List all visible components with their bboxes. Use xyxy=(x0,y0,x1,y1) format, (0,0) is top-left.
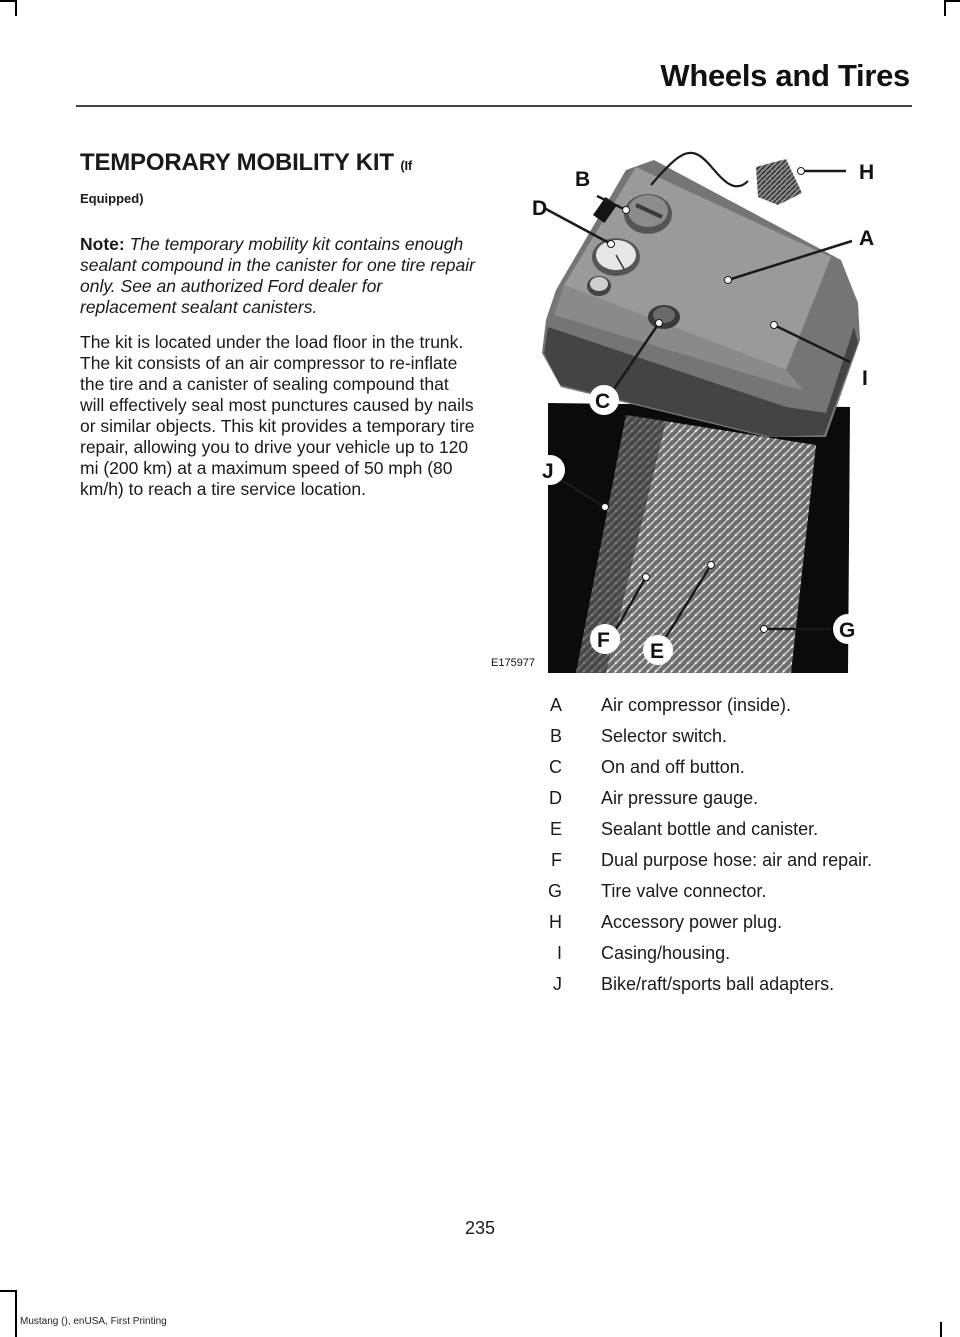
mobility-kit-illustration xyxy=(486,145,916,680)
legend-desc: Air compressor (inside). xyxy=(601,695,792,715)
legend-desc: Sealant bottle and canister. xyxy=(601,819,819,839)
callout-H: H xyxy=(859,161,875,184)
crop-mark xyxy=(944,0,946,16)
crop-mark xyxy=(944,0,960,2)
svg-text:C: C xyxy=(595,390,611,413)
figure-id: E175977 xyxy=(491,657,536,669)
section-title xyxy=(80,148,475,181)
footer-text: Mustang (), enUSA, First Printing xyxy=(20,1316,167,1327)
callout-A: A xyxy=(859,227,875,250)
legend-key: F xyxy=(551,850,562,870)
body-paragraph: The kit is located under the load floor in the trunk. The kit consists of an air compressor to re-inflate the tire and a canister of sealing compound that will effectively seal most punctures caused by nails or similar objects. This kit provides a temporary tire repair, allowing you to drive your vehicle up to 120 mi (200 km) at a maximum speed of 50 mph (80 km/h) to reach a tire service location. xyxy=(80,332,475,499)
legend-row xyxy=(520,850,920,870)
figure-legend xyxy=(520,695,920,1005)
legend-key: H xyxy=(549,912,562,932)
callout-F xyxy=(590,624,620,654)
legend-desc: Dual purpose hose: air and repair. xyxy=(601,850,873,870)
legend-key: E xyxy=(549,819,562,839)
page-number: 235 xyxy=(464,1218,496,1238)
crop-mark xyxy=(15,1290,17,1337)
legend-key: D xyxy=(549,788,562,808)
callout-D: D xyxy=(532,197,548,220)
legend-row xyxy=(520,757,920,777)
section-title-suffix: (If xyxy=(400,158,412,173)
legend-key: I xyxy=(556,943,562,963)
page-header-title: Wheels and Tires xyxy=(660,58,910,93)
legend-row xyxy=(520,726,920,746)
legend-desc: Accessory power plug. xyxy=(601,912,783,932)
legend-row xyxy=(520,788,920,808)
legend-key: C xyxy=(549,757,562,777)
callout-J xyxy=(535,455,565,485)
section-title-suffix-cont: Equipped) xyxy=(80,191,144,206)
note-text: The temporary mobility kit contains enough sealant compound in the canister for one tire repair only. See an authorized Ford dealer for replacement sealant canisters. xyxy=(80,234,475,317)
legend-key: A xyxy=(549,695,562,715)
legend-desc: Selector switch. xyxy=(601,726,728,746)
callout-E xyxy=(643,635,673,665)
legend-row xyxy=(520,974,920,994)
crop-mark xyxy=(940,1322,942,1337)
callout-B: B xyxy=(575,168,591,191)
legend-key: G xyxy=(547,881,562,901)
svg-text:G: G xyxy=(839,619,856,642)
legend-row xyxy=(520,695,920,715)
callout-G xyxy=(833,614,863,644)
legend-row xyxy=(520,819,920,839)
callout-I: I xyxy=(862,367,868,390)
legend-row xyxy=(520,881,920,901)
legend-desc: On and off button. xyxy=(601,757,745,777)
legend-key: J xyxy=(553,974,562,994)
header-divider xyxy=(76,105,912,107)
crop-mark xyxy=(15,0,17,16)
section-title-text: TEMPORARY MOBILITY KIT xyxy=(80,149,394,176)
svg-text:J: J xyxy=(542,460,554,483)
legend-row xyxy=(520,912,920,932)
legend-desc: Bike/raft/sports ball adapters. xyxy=(601,974,835,994)
crop-mark xyxy=(0,1290,16,1292)
text-column xyxy=(80,148,475,500)
legend-row xyxy=(520,943,920,963)
svg-text:F: F xyxy=(597,629,610,652)
note-paragraph xyxy=(80,234,475,318)
legend-desc: Tire valve connector. xyxy=(601,881,767,901)
note-label: Note: xyxy=(80,234,125,254)
crop-mark xyxy=(0,0,16,2)
legend-key: B xyxy=(549,726,562,746)
legend-desc: Air pressure gauge. xyxy=(601,788,759,808)
svg-text:E: E xyxy=(650,640,665,663)
callout-C xyxy=(589,385,619,415)
legend-desc: Casing/housing. xyxy=(601,943,731,963)
